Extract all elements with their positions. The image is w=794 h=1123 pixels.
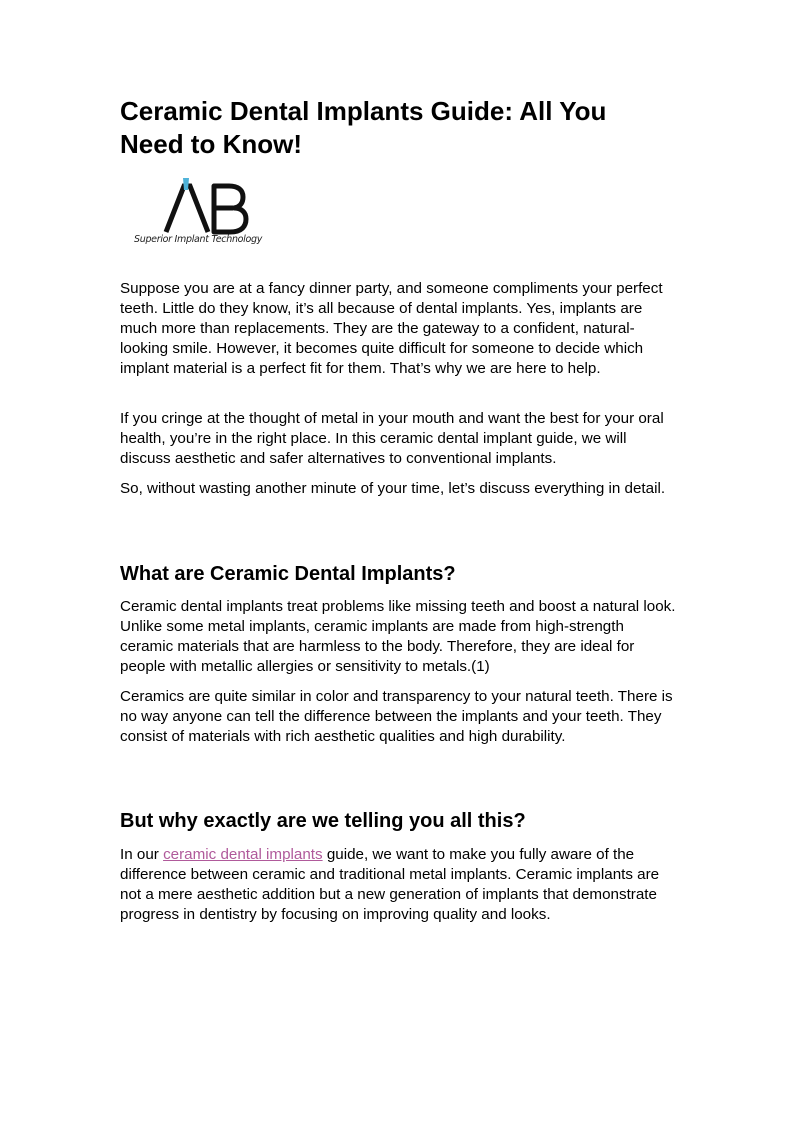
logo-tagline: Superior Implant Technology xyxy=(134,234,263,245)
ceramic-dental-implants-link[interactable]: ceramic dental implants xyxy=(163,846,323,863)
section2-text-suffix: guide, we want to make you fully aware of the difference between ceramic and traditional metal implants. Ceramic implants are not a mere aesthetic addition but a new generation of implants that demonstrate progress in dentistry by focusing on improving quality and looks. xyxy=(120,846,660,923)
intro-paragraph-2: If you cringe at the thought of metal in your mouth and want the best for your oral health, you’re in the right place. In this ceramic dental implant guide, we will discuss aesthetic and safer alternatives to conventional implants. xyxy=(120,410,664,467)
section2-paragraph xyxy=(120,845,676,925)
section1-paragraph-2: Ceramics are quite similar in color and transparency to your natural teeth. There is no way anyone can tell the difference between the implants and your teeth. They consist of materials with rich aesthetic qualities and high durability. xyxy=(120,688,673,745)
section-heading-what-are: What are Ceramic Dental Implants? xyxy=(120,563,456,585)
intro-paragraph-3: So, without wasting another minute of your time, let’s discuss everything in detail. xyxy=(120,480,666,497)
section1-paragraph-1: Ceramic dental implants treat problems like missing teeth and boost a natural look. Unlike some metal implants, ceramic implants are made from high-strength ceramic materials that are harmless to the body. Therefore, they are ideal for people with metallic allergies or sensitivity to metals.(1) xyxy=(120,598,676,675)
intro-paragraph-1: Suppose you are at a fancy dinner party, and someone compliments your perfect teeth. Little do they know, it’s all because of dental implants. Yes, implants are much more than replacements. They are the gateway to a confident, natural-looking smile. However, it becomes quite difficult for someone to decide which implant material is a perfect fit for them. That’s why we are here to help. xyxy=(120,280,663,377)
section2-text-prefix: In our xyxy=(120,846,164,863)
section-heading-why: But why exactly are we telling you all this? xyxy=(120,810,526,832)
ab-logo-mark-icon xyxy=(134,176,274,236)
company-logo xyxy=(134,176,274,254)
page-title: Ceramic Dental Implants Guide: All You Need to Know! xyxy=(120,96,607,159)
